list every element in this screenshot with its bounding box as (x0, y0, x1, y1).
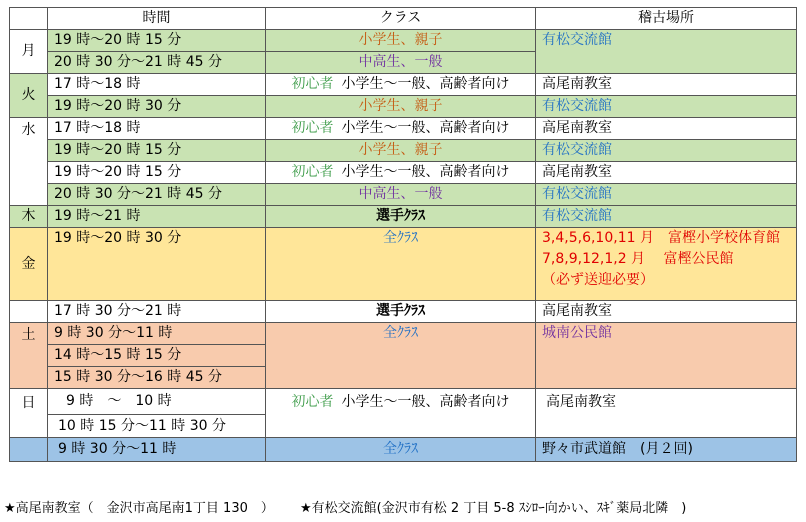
place-cell: 野々市武道館 (月２回) (536, 438, 797, 462)
place-line: 7,8,9,12,1,2 月 富樫公民館 (542, 251, 734, 267)
table-row (10, 206, 797, 228)
header-time: 時間 (48, 8, 266, 30)
class-cell: 小学生、親子 (266, 30, 536, 52)
place-cell: 城南公民館 (536, 323, 797, 389)
schedule-table (9, 7, 797, 462)
class-cell: 全ｸﾗｽ (266, 438, 536, 462)
header-row (10, 8, 797, 30)
footer-note-takaominami: ★高尾南教室（ 金沢市高尾南1丁目 130 ） (4, 501, 274, 516)
class-cell: 小学生、親子 (266, 96, 536, 118)
day-friday: 金 (10, 228, 48, 301)
table-row (10, 389, 797, 415)
class-cell (266, 389, 536, 438)
beginner-label: 初心者 (291, 164, 334, 180)
time-cell: 19 時～20 時 15 分 (48, 162, 266, 184)
place-cell: 有松交流館 (536, 206, 797, 228)
time-cell: 19 時～20 時 15 分 (48, 30, 266, 52)
time-cell: 9 時 30 分～11 時 (48, 323, 266, 345)
place-cell: 有松交流館 (536, 140, 797, 162)
table-row (10, 184, 797, 206)
schedule-wrapper (9, 7, 797, 462)
day-blank (10, 301, 48, 323)
day-blank (10, 438, 48, 462)
time-cell: 17 時～18 時 (48, 118, 266, 140)
day-saturday: 土 (10, 323, 48, 389)
beginner-range-label: 小学生～一般、高齢者向け (341, 120, 510, 136)
class-cell (266, 162, 536, 184)
class-cell: 小学生、親子 (266, 140, 536, 162)
footer-notes (4, 497, 708, 516)
place-cell (536, 228, 797, 301)
beginner-label: 初心者 (291, 76, 334, 92)
beginner-range-label: 小学生～一般、高齢者向け (341, 394, 510, 410)
time-cell: 20 時 30 分～21 時 45 分 (48, 52, 266, 74)
time-cell: 9 時 ～ 10 時 (48, 389, 266, 415)
class-cell: 選手ｸﾗｽ (266, 301, 536, 323)
class-cell (266, 74, 536, 96)
class-cell: 選手ｸﾗｽ (266, 206, 536, 228)
time-cell: 19 時～20 時 30 分 (48, 228, 266, 301)
place-cell: 高尾南教室 (536, 301, 797, 323)
time-cell: 19 時～21 時 (48, 206, 266, 228)
day-thursday: 木 (10, 206, 48, 228)
class-cell: 中高生、一般 (266, 184, 536, 206)
day-sunday: 日 (10, 389, 48, 438)
place-line: 3,4,5,6,10,11 月 富樫小学校体育館 (542, 230, 780, 246)
table-row (10, 118, 797, 140)
time-cell: 14 時～15 時 15 分 (48, 345, 266, 367)
place-line: （必ず送迎必要） (542, 272, 654, 288)
time-cell: 19 時～20 時 30 分 (48, 96, 266, 118)
table-row (10, 30, 797, 52)
table-row (10, 74, 797, 96)
time-cell: 15 時 30 分～16 時 45 分 (48, 367, 266, 389)
footer-note-arimatsu: ★有松交流館(金沢市有松 2 丁目 5-8 ｽｼﾛｰ向かい、ｽｷﾞ薬局北隣 ) (300, 501, 687, 516)
class-cell (266, 118, 536, 140)
table-row (10, 228, 797, 301)
time-cell: 9 時 30 分～11 時 (48, 438, 266, 462)
table-row (10, 438, 797, 462)
table-row (10, 162, 797, 184)
table-row (10, 96, 797, 118)
table-row (10, 140, 797, 162)
day-monday: 月 (10, 30, 48, 74)
beginner-range-label: 小学生～一般、高齢者向け (341, 76, 510, 92)
header-place: 稽古場所 (536, 8, 797, 30)
place-cell: 高尾南教室 (536, 389, 797, 438)
place-cell: 有松交流館 (536, 184, 797, 206)
class-cell: 中高生、一般 (266, 52, 536, 74)
time-cell: 19 時～20 時 15 分 (48, 140, 266, 162)
header-class: クラス (266, 8, 536, 30)
place-cell: 有松交流館 (536, 30, 797, 74)
beginner-range-label: 小学生～一般、高齢者向け (341, 164, 510, 180)
place-cell: 高尾南教室 (536, 162, 797, 184)
place-cell: 高尾南教室 (536, 74, 797, 96)
header-day (10, 8, 48, 30)
day-wednesday: 水 (10, 118, 48, 206)
table-row (10, 301, 797, 323)
beginner-label: 初心者 (291, 394, 334, 410)
time-cell: 10 時 15 分～11 時 30 分 (48, 415, 266, 438)
beginner-label: 初心者 (291, 120, 334, 136)
place-cell: 高尾南教室 (536, 118, 797, 140)
day-tuesday: 火 (10, 74, 48, 118)
class-cell: 全ｸﾗｽ (266, 228, 536, 301)
place-cell: 有松交流館 (536, 96, 797, 118)
table-row (10, 323, 797, 345)
time-cell: 17 時 30 分～21 時 (48, 301, 266, 323)
class-cell: 全ｸﾗｽ (266, 323, 536, 389)
time-cell: 17 時～18 時 (48, 74, 266, 96)
time-cell: 20 時 30 分～21 時 45 分 (48, 184, 266, 206)
